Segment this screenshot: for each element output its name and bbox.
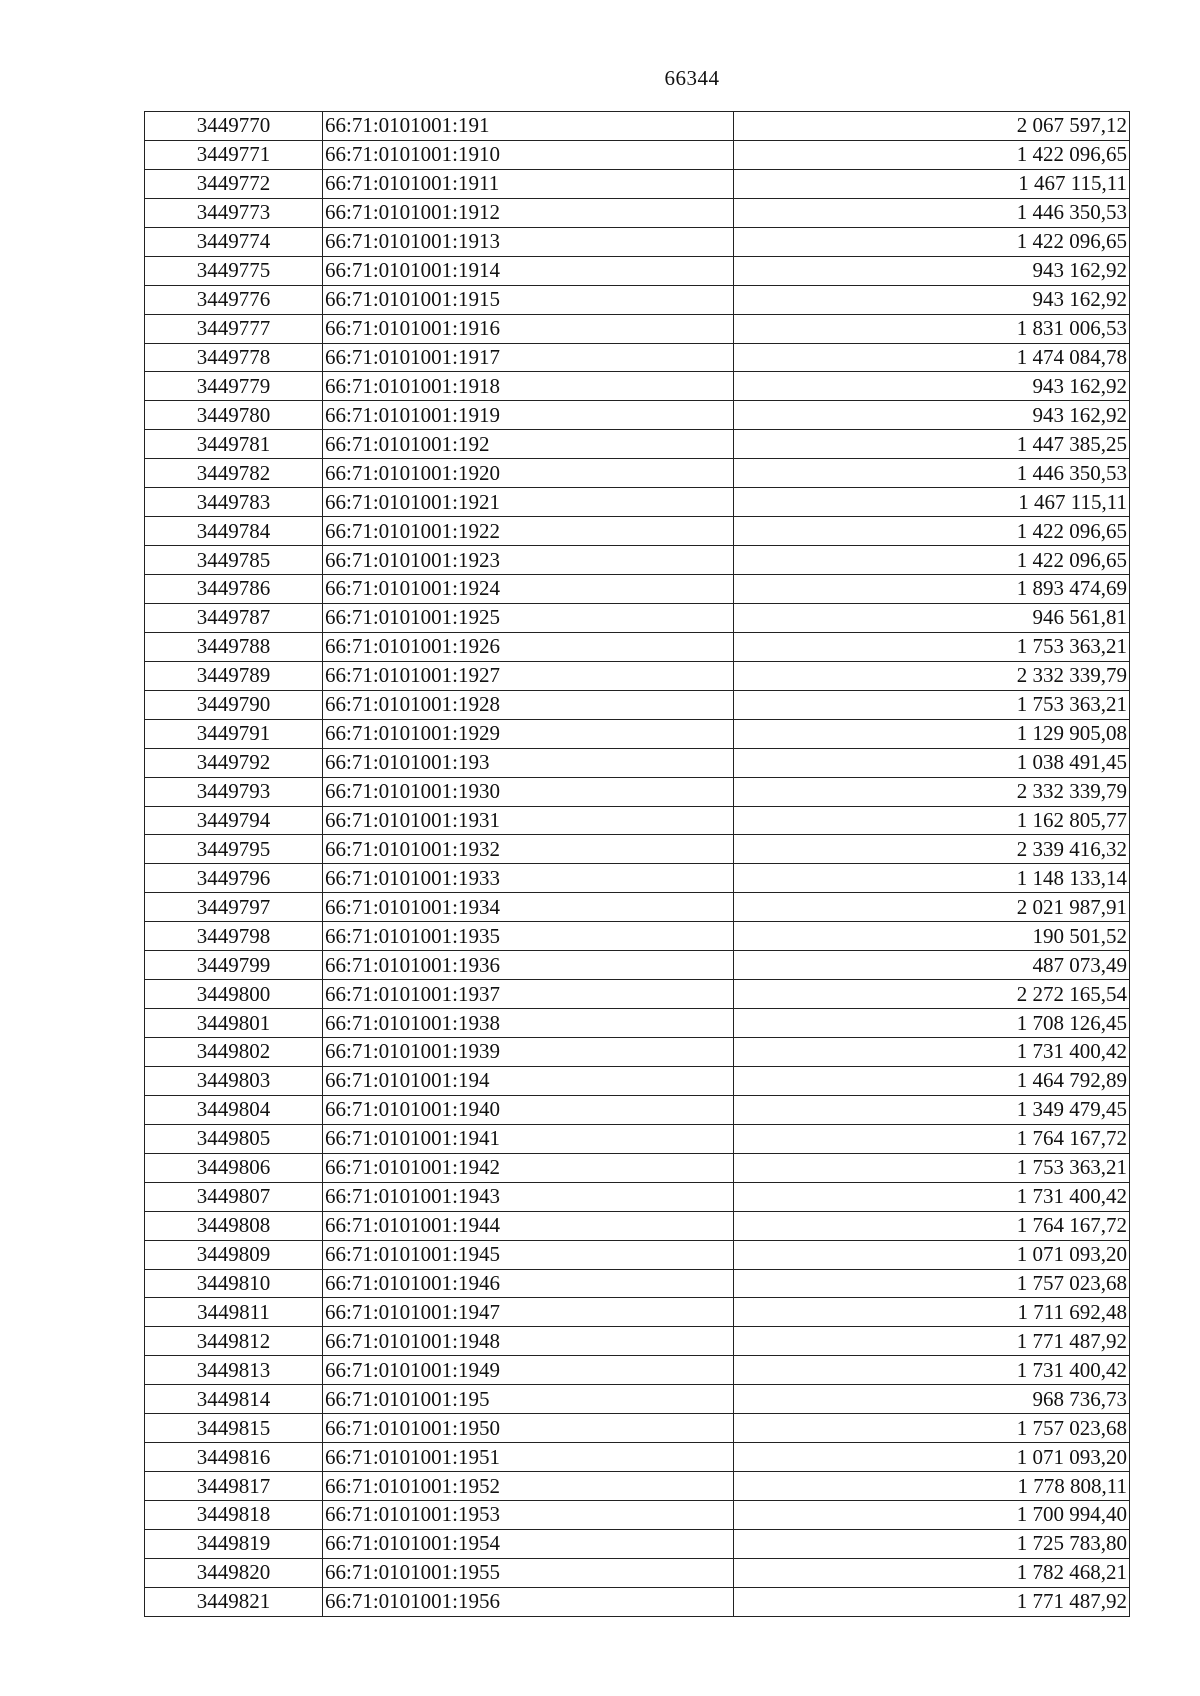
table-row: [145, 893, 1130, 922]
cadastral-number-cell: 66:71:0101001:1944: [323, 1211, 734, 1240]
row-id-cell: 3449819: [145, 1529, 323, 1558]
table-row: [145, 719, 1130, 748]
cadastral-number-cell: 66:71:0101001:1940: [323, 1095, 734, 1124]
cadastral-value-table: [144, 111, 1130, 1617]
table-row: [145, 632, 1130, 661]
row-id-cell: 3449816: [145, 1443, 323, 1472]
row-id-cell: 3449821: [145, 1587, 323, 1616]
table-row: [145, 1153, 1130, 1182]
cadastral-number-cell: 66:71:0101001:1955: [323, 1558, 734, 1587]
row-id-cell: 3449778: [145, 343, 323, 372]
row-id-cell: 3449817: [145, 1472, 323, 1501]
table-row: [145, 1327, 1130, 1356]
cadastral-value-cell: 1 893 474,69: [734, 575, 1130, 604]
cadastral-number-cell: 66:71:0101001:1948: [323, 1327, 734, 1356]
row-id-cell: 3449781: [145, 430, 323, 459]
row-id-cell: 3449790: [145, 690, 323, 719]
cadastral-value-cell: 1 753 363,21: [734, 1153, 1130, 1182]
cadastral-number-cell: 66:71:0101001:1941: [323, 1124, 734, 1153]
cadastral-value-cell: 943 162,92: [734, 256, 1130, 285]
table-row: [145, 314, 1130, 343]
cadastral-value-cell: 1 757 023,68: [734, 1414, 1130, 1443]
cadastral-value-cell: 1 700 994,40: [734, 1501, 1130, 1530]
cadastral-number-cell: 66:71:0101001:1934: [323, 893, 734, 922]
cadastral-number-cell: 66:71:0101001:1950: [323, 1414, 734, 1443]
row-id-cell: 3449806: [145, 1153, 323, 1182]
cadastral-number-cell: 66:71:0101001:1923: [323, 546, 734, 575]
table-row: [145, 980, 1130, 1009]
cadastral-value-cell: 1 162 805,77: [734, 806, 1130, 835]
cadastral-value-cell: 943 162,92: [734, 401, 1130, 430]
cadastral-number-cell: 66:71:0101001:1919: [323, 401, 734, 430]
row-id-cell: 3449803: [145, 1066, 323, 1095]
table-row: [145, 1472, 1130, 1501]
cadastral-value-cell: 1 446 350,53: [734, 459, 1130, 488]
table-row: [145, 951, 1130, 980]
table-row: [145, 488, 1130, 517]
row-id-cell: 3449785: [145, 546, 323, 575]
cadastral-value-cell: 1 467 115,11: [734, 169, 1130, 198]
cadastral-number-cell: 66:71:0101001:1935: [323, 922, 734, 951]
row-id-cell: 3449783: [145, 488, 323, 517]
table-row: [145, 140, 1130, 169]
table-row: [145, 546, 1130, 575]
table-row: [145, 575, 1130, 604]
cadastral-value-cell: 487 073,49: [734, 951, 1130, 980]
row-id-cell: 3449780: [145, 401, 323, 430]
cadastral-number-cell: 66:71:0101001:1939: [323, 1038, 734, 1067]
cadastral-number-cell: 66:71:0101001:1954: [323, 1529, 734, 1558]
cadastral-value-cell: 968 736,73: [734, 1385, 1130, 1414]
row-id-cell: 3449779: [145, 372, 323, 401]
cadastral-number-cell: 66:71:0101001:1932: [323, 835, 734, 864]
cadastral-value-cell: 1 467 115,11: [734, 488, 1130, 517]
table-row: [145, 256, 1130, 285]
cadastral-value-cell: 1 757 023,68: [734, 1269, 1130, 1298]
row-id-cell: 3449796: [145, 864, 323, 893]
cadastral-number-cell: 66:71:0101001:1931: [323, 806, 734, 835]
cadastral-number-cell: 66:71:0101001:1918: [323, 372, 734, 401]
row-id-cell: 3449802: [145, 1038, 323, 1067]
cadastral-number-cell: 66:71:0101001:1912: [323, 198, 734, 227]
row-id-cell: 3449792: [145, 748, 323, 777]
table-row: [145, 1501, 1130, 1530]
table-row: [145, 372, 1130, 401]
row-id-cell: 3449807: [145, 1182, 323, 1211]
cadastral-number-cell: 66:71:0101001:1928: [323, 690, 734, 719]
cadastral-number-cell: 66:71:0101001:193: [323, 748, 734, 777]
cadastral-value-cell: 2 339 416,32: [734, 835, 1130, 864]
table-row: [145, 343, 1130, 372]
cadastral-value-cell: 1 725 783,80: [734, 1529, 1130, 1558]
cadastral-value-cell: 1 753 363,21: [734, 690, 1130, 719]
cadastral-value-cell: 1 071 093,20: [734, 1240, 1130, 1269]
cadastral-number-cell: 66:71:0101001:1910: [323, 140, 734, 169]
cadastral-value-cell: 1 731 400,42: [734, 1182, 1130, 1211]
cadastral-value-cell: 946 561,81: [734, 603, 1130, 632]
table-row: [145, 517, 1130, 546]
table-row: [145, 198, 1130, 227]
row-id-cell: 3449786: [145, 575, 323, 604]
table-row: [145, 1443, 1130, 1472]
cadastral-number-cell: 66:71:0101001:1922: [323, 517, 734, 546]
cadastral-value-cell: 2 332 339,79: [734, 777, 1130, 806]
cadastral-number-cell: 66:71:0101001:1916: [323, 314, 734, 343]
cadastral-value-cell: 1 464 792,89: [734, 1066, 1130, 1095]
cadastral-value-cell: 1 764 167,72: [734, 1211, 1130, 1240]
row-id-cell: 3449788: [145, 632, 323, 661]
row-id-cell: 3449811: [145, 1298, 323, 1327]
table-row: [145, 603, 1130, 632]
row-id-cell: 3449808: [145, 1211, 323, 1240]
cadastral-number-cell: 66:71:0101001:1945: [323, 1240, 734, 1269]
row-id-cell: 3449813: [145, 1356, 323, 1385]
table-row: [145, 1356, 1130, 1385]
cadastral-value-cell: 1 731 400,42: [734, 1356, 1130, 1385]
row-id-cell: 3449809: [145, 1240, 323, 1269]
row-id-cell: 3449794: [145, 806, 323, 835]
row-id-cell: 3449772: [145, 169, 323, 198]
table-row: [145, 1066, 1130, 1095]
table-row: [145, 1414, 1130, 1443]
cadastral-value-cell: 1 071 093,20: [734, 1443, 1130, 1472]
row-id-cell: 3449787: [145, 603, 323, 632]
cadastral-number-cell: 66:71:0101001:1956: [323, 1587, 734, 1616]
cadastral-value-cell: 1 422 096,65: [734, 227, 1130, 256]
table-row: [145, 459, 1130, 488]
table-row: [145, 112, 1130, 141]
row-id-cell: 3449820: [145, 1558, 323, 1587]
cadastral-number-cell: 66:71:0101001:192: [323, 430, 734, 459]
cadastral-value-cell: 1 753 363,21: [734, 632, 1130, 661]
row-id-cell: 3449776: [145, 285, 323, 314]
table-row: [145, 227, 1130, 256]
cadastral-number-cell: 66:71:0101001:1925: [323, 603, 734, 632]
table-row: [145, 835, 1130, 864]
cadastral-number-cell: 66:71:0101001:1946: [323, 1269, 734, 1298]
cadastral-value-cell: 1 422 096,65: [734, 140, 1130, 169]
row-id-cell: 3449797: [145, 893, 323, 922]
table-row: [145, 777, 1130, 806]
table-row: [145, 1587, 1130, 1616]
cadastral-number-cell: 66:71:0101001:1921: [323, 488, 734, 517]
row-id-cell: 3449815: [145, 1414, 323, 1443]
row-id-cell: 3449805: [145, 1124, 323, 1153]
row-id-cell: 3449798: [145, 922, 323, 951]
row-id-cell: 3449804: [145, 1095, 323, 1124]
cadastral-number-cell: 66:71:0101001:1930: [323, 777, 734, 806]
cadastral-value-cell: 2 067 597,12: [734, 112, 1130, 141]
cadastral-number-cell: 66:71:0101001:1914: [323, 256, 734, 285]
table-row: [145, 401, 1130, 430]
row-id-cell: 3449812: [145, 1327, 323, 1356]
table-row: [145, 1009, 1130, 1038]
cadastral-number-cell: 66:71:0101001:1927: [323, 661, 734, 690]
cadastral-value-cell: 1 771 487,92: [734, 1587, 1130, 1616]
cadastral-value-cell: 1 764 167,72: [734, 1124, 1130, 1153]
row-id-cell: 3449791: [145, 719, 323, 748]
cadastral-value-cell: 2 021 987,91: [734, 893, 1130, 922]
cadastral-number-cell: 66:71:0101001:1953: [323, 1501, 734, 1530]
cadastral-value-cell: 1 782 468,21: [734, 1558, 1130, 1587]
row-id-cell: 3449782: [145, 459, 323, 488]
cadastral-number-cell: 66:71:0101001:1936: [323, 951, 734, 980]
cadastral-value-cell: 1 778 808,11: [734, 1472, 1130, 1501]
cadastral-value-cell: 2 272 165,54: [734, 980, 1130, 1009]
table-row: [145, 1240, 1130, 1269]
row-id-cell: 3449770: [145, 112, 323, 141]
table-row: [145, 1095, 1130, 1124]
cadastral-number-cell: 66:71:0101001:1937: [323, 980, 734, 1009]
cadastral-value-cell: 1 349 479,45: [734, 1095, 1130, 1124]
cadastral-number-cell: 66:71:0101001:1911: [323, 169, 734, 198]
table-row: [145, 1558, 1130, 1587]
cadastral-value-cell: 1 129 905,08: [734, 719, 1130, 748]
table-row: [145, 1211, 1130, 1240]
table-row: [145, 285, 1130, 314]
cadastral-number-cell: 66:71:0101001:195: [323, 1385, 734, 1414]
cadastral-number-cell: 66:71:0101001:1920: [323, 459, 734, 488]
row-id-cell: 3449801: [145, 1009, 323, 1038]
page-number: 66344: [664, 66, 720, 90]
cadastral-number-cell: 66:71:0101001:1917: [323, 343, 734, 372]
table-row: [145, 806, 1130, 835]
table-row: [145, 1269, 1130, 1298]
table-row: [145, 1298, 1130, 1327]
row-id-cell: 3449810: [145, 1269, 323, 1298]
table-row: [145, 922, 1130, 951]
row-id-cell: 3449771: [145, 140, 323, 169]
table-row: [145, 864, 1130, 893]
cadastral-number-cell: 66:71:0101001:1933: [323, 864, 734, 893]
table-row: [145, 1529, 1130, 1558]
cadastral-number-cell: 66:71:0101001:1926: [323, 632, 734, 661]
cadastral-number-cell: 66:71:0101001:1929: [323, 719, 734, 748]
cadastral-number-cell: 66:71:0101001:1952: [323, 1472, 734, 1501]
table-row: [145, 661, 1130, 690]
cadastral-number-cell: 66:71:0101001:1942: [323, 1153, 734, 1182]
cadastral-value-cell: 1 731 400,42: [734, 1038, 1130, 1067]
row-id-cell: 3449799: [145, 951, 323, 980]
table-row: [145, 690, 1130, 719]
row-id-cell: 3449777: [145, 314, 323, 343]
cadastral-value-cell: 1 474 084,78: [734, 343, 1130, 372]
cadastral-value-cell: 1 422 096,65: [734, 517, 1130, 546]
cadastral-value-cell: 1 148 133,14: [734, 864, 1130, 893]
row-id-cell: 3449800: [145, 980, 323, 1009]
row-id-cell: 3449814: [145, 1385, 323, 1414]
cadastral-value-cell: 1 711 692,48: [734, 1298, 1130, 1327]
cadastral-number-cell: 66:71:0101001:194: [323, 1066, 734, 1095]
cadastral-value-cell: 2 332 339,79: [734, 661, 1130, 690]
table-row: [145, 430, 1130, 459]
table-row: [145, 169, 1130, 198]
cadastral-value-cell: 943 162,92: [734, 285, 1130, 314]
cadastral-value-cell: 1 446 350,53: [734, 198, 1130, 227]
cadastral-value-cell: 1 038 491,45: [734, 748, 1130, 777]
cadastral-number-cell: 66:71:0101001:1947: [323, 1298, 734, 1327]
cadastral-number-cell: 66:71:0101001:1949: [323, 1356, 734, 1385]
cadastral-value-cell: 943 162,92: [734, 372, 1130, 401]
table-row: [145, 1124, 1130, 1153]
row-id-cell: 3449818: [145, 1501, 323, 1530]
cadastral-value-cell: 1 831 006,53: [734, 314, 1130, 343]
table-row: [145, 748, 1130, 777]
cadastral-value-cell: 1 771 487,92: [734, 1327, 1130, 1356]
row-id-cell: 3449784: [145, 517, 323, 546]
table-row: [145, 1385, 1130, 1414]
cadastral-number-cell: 66:71:0101001:1951: [323, 1443, 734, 1472]
row-id-cell: 3449775: [145, 256, 323, 285]
row-id-cell: 3449795: [145, 835, 323, 864]
cadastral-value-cell: 1 708 126,45: [734, 1009, 1130, 1038]
cadastral-value-cell: 1 447 385,25: [734, 430, 1130, 459]
row-id-cell: 3449793: [145, 777, 323, 806]
table-body: [145, 112, 1130, 1617]
cadastral-number-cell: 66:71:0101001:1924: [323, 575, 734, 604]
cadastral-number-cell: 66:71:0101001:1943: [323, 1182, 734, 1211]
cadastral-number-cell: 66:71:0101001:1913: [323, 227, 734, 256]
cadastral-value-cell: 190 501,52: [734, 922, 1130, 951]
cadastral-value-cell: 1 422 096,65: [734, 546, 1130, 575]
cadastral-number-cell: 66:71:0101001:1915: [323, 285, 734, 314]
row-id-cell: 3449789: [145, 661, 323, 690]
table-row: [145, 1182, 1130, 1211]
table-row: [145, 1038, 1130, 1067]
cadastral-number-cell: 66:71:0101001:1938: [323, 1009, 734, 1038]
cadastral-number-cell: 66:71:0101001:191: [323, 112, 734, 141]
row-id-cell: 3449774: [145, 227, 323, 256]
row-id-cell: 3449773: [145, 198, 323, 227]
